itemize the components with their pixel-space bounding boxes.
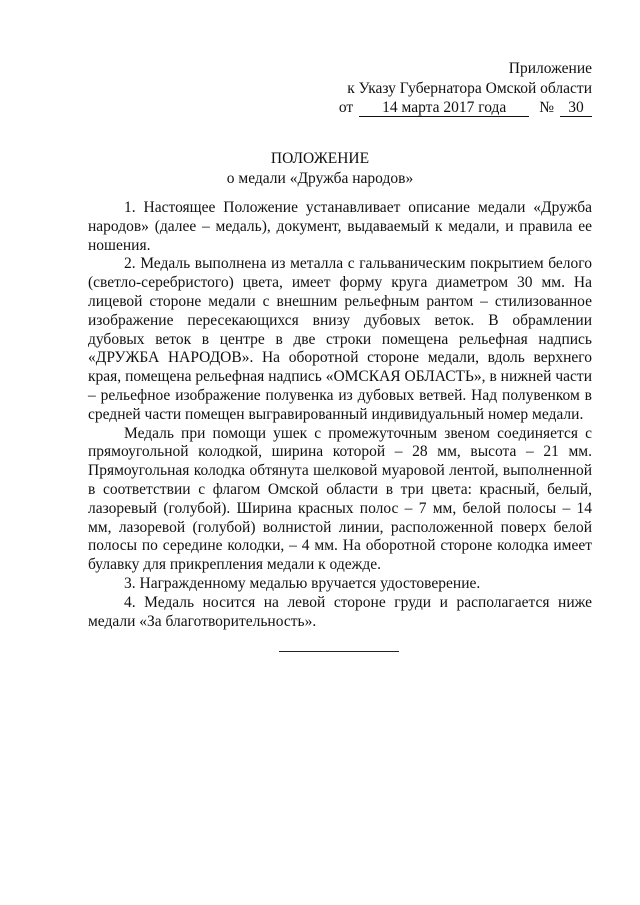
decree-reference: к Указу Губернатора Омской области — [347, 79, 592, 97]
decree-number: 30 — [560, 100, 592, 117]
appendix-label: Приложение — [508, 60, 592, 77]
paragraph-4: 3. Награжденному медалью вручается удостоверение. — [124, 574, 481, 592]
decree-date-line — [292, 98, 592, 118]
title-heading: ПОЛОЖЕНИЕ — [270, 150, 370, 167]
from-label: от — [338, 99, 354, 116]
document-title — [0, 149, 640, 188]
closing-divider — [279, 651, 399, 652]
document-body — [88, 199, 592, 631]
appendix-header — [292, 59, 592, 118]
paragraph-1: 1. Настоящее Положение устанавливает описание медали «Дружба народов» (далее – медаль), документ, выдаваемый к медали, и правила ее ношения. — [88, 199, 592, 254]
decree-date: 14 марта 2017 года — [359, 100, 529, 117]
paragraph-2: 2. Медаль выполнена из металла с гальваническим покрытием белого (светло-серебристого) цвета, имеет форму круга диаметром 30 мм. На лицевой стороне медали с внешним рельефным рантом – стилизованное изображение пересекающихся внизу дубовых веток. В обрамлении дубовых веток в центре в две строки помещена рельефная надпись «ДРУЖБА НАРОДОВ». На оборотной стороне медали, вдоль верхнего края, помещена рельефная надпись «ОМСКАЯ ОБЛАСТЬ», в нижней части – рельефное изображение полувенка из дубовых ветвей. Над полувенком в средней части помещен выгравированный индивидуальный номер медали. — [88, 255, 592, 423]
number-label: № — [539, 99, 554, 116]
paragraph-5: 4. Медаль носится на левой стороне груди и располагается ниже медали «За благотворительность». — [88, 593, 592, 630]
title-subheading: о медали «Дружба народов» — [226, 169, 414, 187]
paragraph-3: Медаль при помощи ушек с промежуточным звеном соединяется с прямоугольной колодкой, ширина которой – 28 мм, высота – 21 мм. Прямоугольная колодка обтянута шелковой муаровой лентой, выполненной в соответствии с флагом Омской области в три цвета: красный, белый, лазоревый (голубой). Ширина красных полос – 7 мм, белой полосы – 14 мм, лазоревой (голубой) волнистой линии, расположенной поверх белой полосы по середине колодки, – 4 мм. На оборотной стороне колодка имеет булавку для прикрепления медали к одежде. — [88, 424, 592, 574]
